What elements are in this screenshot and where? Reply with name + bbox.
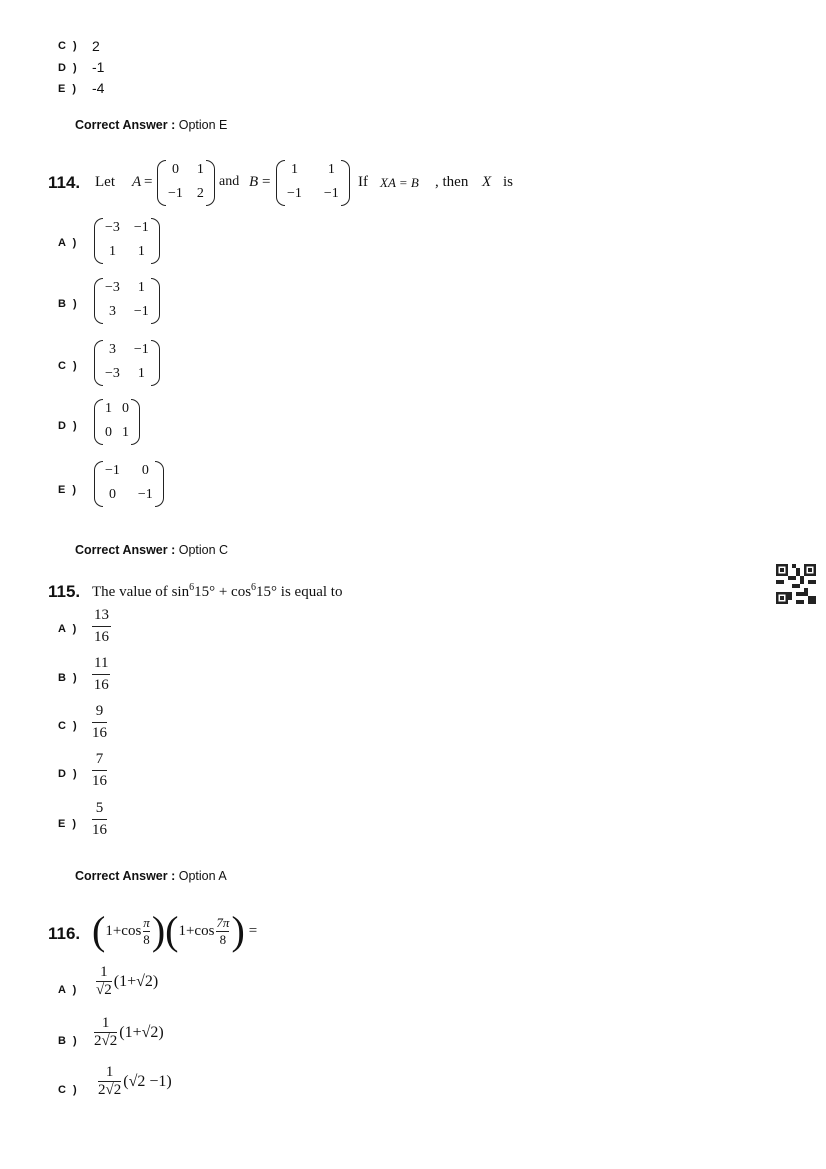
question-expression-116: ( 1+cos π 8 )( 1+cos 7π 8 ) =	[92, 908, 258, 953]
correct-answer-113: Correct Answer : Option E	[75, 118, 228, 132]
option-b-expression: 1 2√2 (1+√2)	[94, 1015, 164, 1049]
option-a-expression: 1 √2 (1+√2)	[96, 964, 159, 998]
option-c-label-114: C )	[58, 360, 79, 372]
option-a-matrix: −3 −1 1 1	[94, 218, 160, 264]
var-b: B	[249, 174, 259, 190]
question-text-115: The value of $\sin^615^\circ + \cos^615^\circ$ is equal to	[92, 582, 343, 600]
option-b-label: B )	[58, 298, 79, 310]
option-e-value: -4	[92, 80, 105, 96]
option-e-label-114: E )	[58, 484, 79, 496]
equals-sign-b: =	[262, 174, 271, 190]
option-a-label-115: A )	[58, 623, 79, 635]
option-a-label-116: A )	[58, 984, 79, 996]
var-a: A	[132, 174, 142, 190]
option-c-label: C )	[58, 40, 79, 52]
matrix-a: 0 1 −1 2	[157, 160, 215, 206]
if-text: If	[358, 174, 368, 190]
option-e-matrix: −1 0 0 −1	[94, 461, 164, 507]
and-text: and	[219, 174, 240, 189]
condition-xa-b: XA = B	[380, 175, 419, 190]
option-c-value: 2	[92, 38, 100, 54]
question-number-114: 114.	[48, 173, 81, 192]
option-b-label-115: B )	[58, 672, 79, 684]
option-d-label-114: D )	[58, 420, 79, 432]
matrix-b: 1 1 −1 −1	[276, 160, 350, 206]
option-a-fraction: 13 16	[94, 607, 109, 645]
option-b-fraction: 11 16	[93, 655, 109, 693]
question-text-let: Let	[95, 174, 115, 190]
option-c-fraction: 9 16	[92, 703, 107, 741]
option-c-label-116: C )	[58, 1084, 79, 1096]
option-d-label: D )	[58, 62, 79, 74]
option-e-label: E )	[58, 83, 79, 95]
option-d-matrix: 1 0 0 1	[94, 399, 140, 445]
option-a-label: A )	[58, 237, 79, 249]
then-text: , then	[435, 174, 469, 190]
question-number-116: 116.	[48, 924, 81, 943]
option-c-label-115: C )	[58, 720, 79, 732]
equals-sign: =	[144, 174, 153, 190]
option-d-label-115: D )	[58, 768, 79, 780]
correct-answer-115: Correct Answer : Option A	[75, 869, 227, 883]
option-b-label-116: B )	[58, 1035, 79, 1047]
option-e-fraction: 5 16	[92, 800, 107, 838]
option-c-expression: 1 2√2 (√2 −1)	[98, 1064, 172, 1098]
question-number-115: 115.	[48, 582, 81, 601]
option-e-label-115: E )	[58, 818, 79, 830]
option-b-matrix: −3 1 3 −1	[94, 278, 160, 324]
option-d-value: -1	[92, 59, 105, 75]
qr-code-icon	[776, 564, 816, 604]
option-d-fraction: 7 16	[92, 751, 107, 789]
option-c-matrix: 3 −1 −3 1	[94, 340, 160, 386]
var-x: X	[482, 174, 492, 190]
correct-answer-114: Correct Answer : Option C	[75, 543, 229, 557]
is-text: is	[503, 174, 514, 190]
